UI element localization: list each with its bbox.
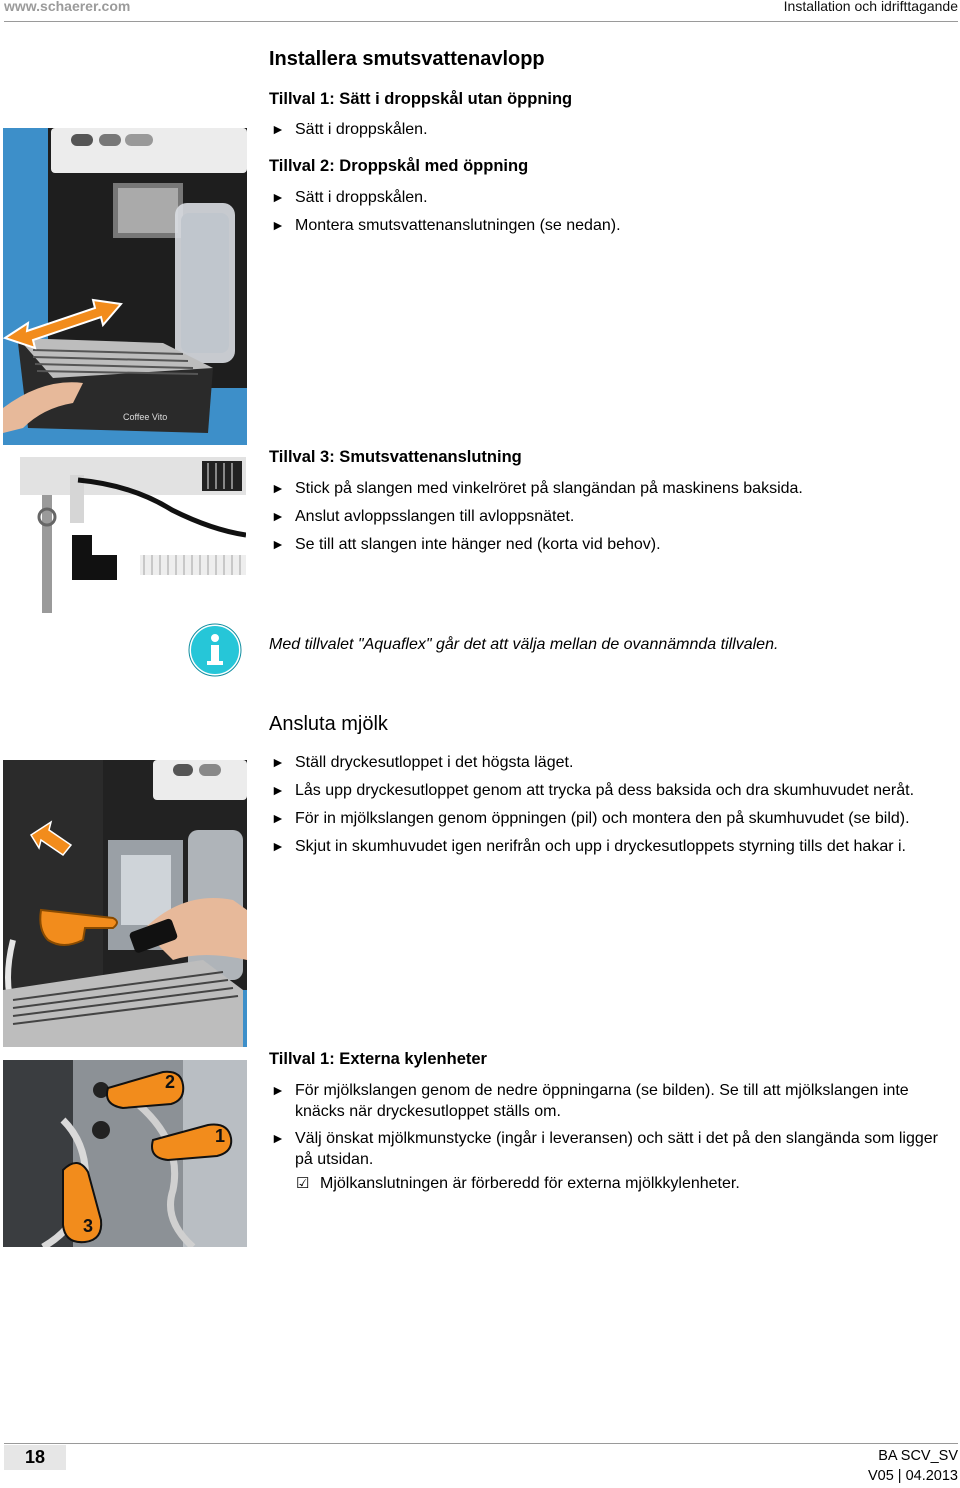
footer-version: V05 | 04.2013 [867, 1468, 958, 1484]
option3-title: Tillval 3: Smutsvattenanslutning [269, 448, 522, 466]
callout-number-2: 2 [165, 1072, 176, 1092]
option2-step-1: ► Sätt i droppskålen. [271, 189, 428, 206]
milk-step-3: ► För in mjölkslangen genom öppningen (pil) och montera den på skumhuvudet (se bild). [271, 810, 910, 827]
step-arrow-icon: ► [271, 121, 285, 137]
callout-number-1: 1 [215, 1126, 226, 1146]
step-arrow-icon: ► [271, 217, 285, 233]
info-icon [188, 623, 242, 677]
section-title-waste-water: Installera smutsvattenavlopp [269, 48, 545, 70]
milk-step-4: ► Skjut in skumhuvudet igen nerifrån och upp i dryckesutloppets styrning tills det hakar i. [271, 838, 906, 855]
waste-hose-photo [12, 455, 246, 613]
external-cooling-photo [3, 1060, 247, 1247]
external-step-1: ► För mjölkslangen genom de nedre öppningarna (se bilden). Se till att mjölkslangen inte knäcks när dryckesutloppet ställs om. [271, 1082, 909, 1120]
option3-step-2: ► Anslut avloppsslangen till avloppsnätet. [271, 508, 575, 525]
step-arrow-icon: ► [271, 1130, 285, 1146]
drip-tray-photo [3, 128, 247, 445]
milk-step-2: ► Lås upp dryckesutloppet genom att trycka på dess baksida och dra skumhuvudet neråt. [271, 782, 915, 799]
header-site: www.schaerer.com [4, 0, 131, 14]
step-arrow-icon: ► [271, 754, 285, 770]
option3-step-3: ► Se till att slangen inte hänger ned (korta vid behov). [271, 536, 661, 553]
step-arrow-icon: ► [271, 782, 285, 798]
option2-step-2: ► Montera smutsvattenanslutningen (se nedan). [271, 217, 621, 234]
external-step-2: ► Välj önskat mjölkmunstycke (ingår i leveransen) och sätt i det på den slangända som ligger på utsidan. [271, 1130, 938, 1168]
checkbox-check-icon: ☑ [296, 1175, 310, 1192]
option3-step-1: ► Stick på slangen med vinkelröret på slangändan på maskinens baksida. [271, 480, 803, 497]
step-arrow-icon: ► [271, 536, 285, 552]
step-arrow-icon: ► [271, 480, 285, 496]
step-arrow-icon: ► [271, 838, 285, 854]
external-cooling-title: Tillval 1: Externa kylenheter [269, 1050, 487, 1068]
step-arrow-icon: ► [271, 508, 285, 524]
option1-title: Tillval 1: Sätt i droppskål utan öppning [269, 90, 573, 108]
step-arrow-icon: ► [271, 189, 285, 205]
step-arrow-icon: ► [271, 1082, 285, 1098]
page-number: 18 [4, 1445, 66, 1470]
external-result: ☑ Mjölkanslutningen är förberedd för externa mjölkkylenheter. [296, 1175, 740, 1192]
brand-label: Coffee Vito [123, 412, 168, 422]
header-rule [4, 21, 958, 22]
option2-title: Tillval 2: Droppskål med öppning [269, 157, 529, 175]
footer-rule [4, 1443, 958, 1444]
header-section: Installation och idrifttagande [783, 0, 958, 14]
option1-step-1: ► Sätt i droppskålen. [271, 121, 428, 138]
section-title-milk: Ansluta mjölk [269, 713, 388, 735]
footer-doc-id: BA SCV_SV [878, 1448, 958, 1464]
milk-connection-photo [3, 760, 247, 1047]
step-arrow-icon: ► [271, 810, 285, 826]
milk-step-1: ► Ställ dryckesutloppet i det högsta läget. [271, 754, 574, 771]
aquaflex-note: Med tillvalet "Aquaflex" går det att välja mellan de ovannämnda tillvalen. [269, 636, 779, 653]
callout-number-3: 3 [83, 1216, 94, 1236]
